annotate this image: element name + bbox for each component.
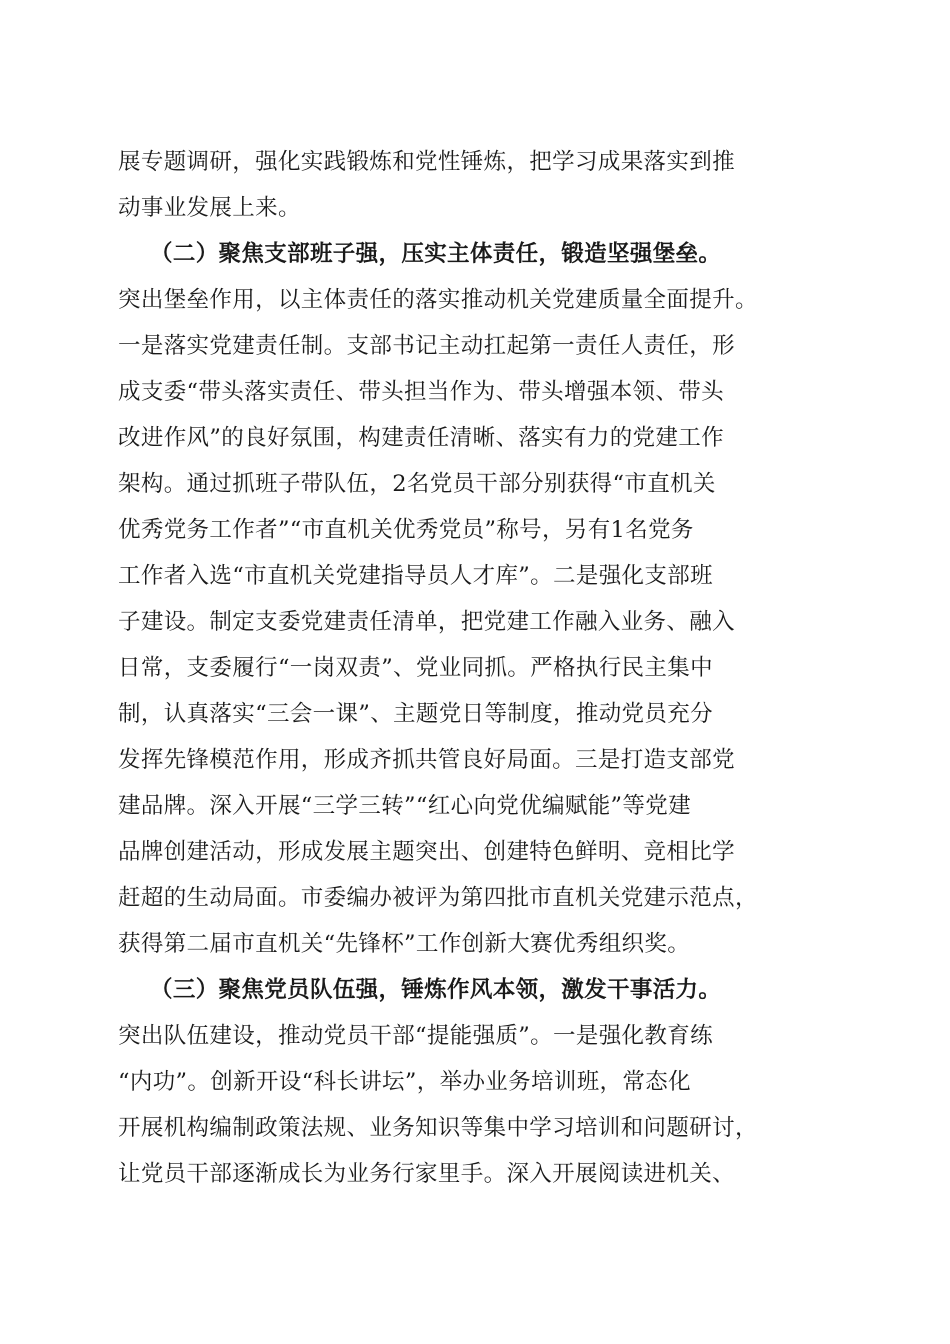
body-text-line: 制，认真落实“三会一课”、主题党日等制度，推动党员充分 xyxy=(118,701,713,727)
body-text-line: 优秀党务工作者”“市直机关优秀党员”称号，另有1名党务 xyxy=(118,517,694,543)
body-text-line: “内功”。创新开设“科长讲坛”，举办业务培训班，常态化 xyxy=(118,1069,691,1095)
body-text-line: 动事业发展上来。 xyxy=(118,195,301,221)
body-text-line: 突出队伍建设，推动党员干部“提能强质”。一是强化教育练 xyxy=(118,1023,713,1049)
body-text-line: 建品牌。深入开展“三学三转”“红心向党优编赋能”等党建 xyxy=(118,793,691,819)
body-text-line: 让党员干部逐渐成长为业务行家里手。深入开展阅读进机关、 xyxy=(118,1161,735,1187)
body-text-line: 获得第二届市直机关“先锋杯”工作创新大赛优秀组织奖。 xyxy=(118,931,691,957)
body-text-line: 工作者入选“市直机关党建指导员人才库”。二是强化支部班 xyxy=(118,563,713,589)
body-text-line: 品牌创建活动，形成发展主题突出、创建特色鲜明、竞相比学 xyxy=(118,839,735,865)
body-text-line: 突出堡垒作用，以主体责任的落实推动机关党建质量全面提升。 xyxy=(118,287,758,313)
body-text-line: 成支委“带头落实责任、带头担当作为、带头增强本领、带头 xyxy=(118,379,724,405)
body-text-line: 开展机构编制政策法规、业务知识等集中学习培训和问题研讨， xyxy=(118,1115,758,1141)
body-text-line: 展专题调研，强化实践锻炼和党性锤炼，把学习成果落实到推 xyxy=(118,149,735,175)
body-text-line: 一是落实党建责任制。支部书记主动扛起第一责任人责任，形 xyxy=(118,333,735,359)
body-text-line: 赶超的生动局面。市委编办被评为第四批市直机关党建示范点， xyxy=(118,885,758,911)
body-text-line: 改进作风”的良好氛围，构建责任清晰、落实有力的党建工作 xyxy=(118,425,724,451)
body-text-line: 日常，支委履行“一岗双责”、党业同抓。严格执行民主集中 xyxy=(118,655,713,681)
body-text-line: 架构。通过抓班子带队伍，2名党员干部分别获得“市直机关 xyxy=(118,471,716,497)
section-heading-2: （二）聚焦支部班子强，压实主体责任，锻造坚强堡垒。 xyxy=(150,241,722,267)
body-text-line: 发挥先锋模范作用，形成齐抓共管良好局面。三是打造支部党 xyxy=(118,747,735,773)
body-text-line: 子建设。制定支委党建责任清单，把党建工作融入业务、融入 xyxy=(118,609,735,635)
section-heading-3: （三）聚焦党员队伍强，锤炼作风本领，激发干事活力。 xyxy=(150,977,722,1003)
